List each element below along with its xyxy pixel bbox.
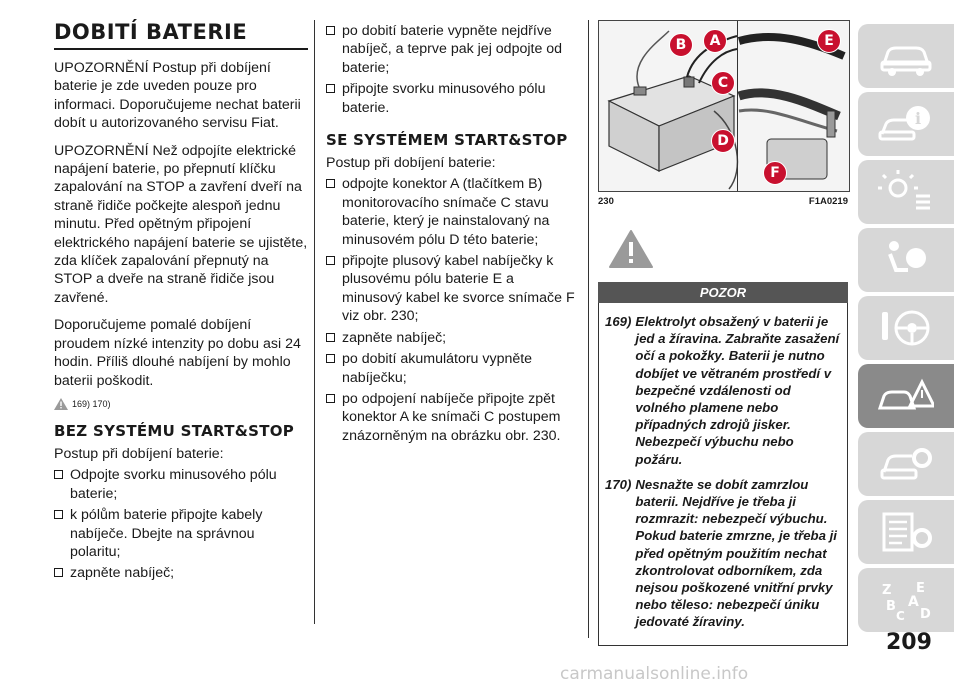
callout-b: B [669, 33, 693, 57]
nav-tab-index[interactable] [858, 568, 954, 632]
nav-tab-dashboard[interactable] [858, 160, 954, 224]
checkbox-bullet-icon [326, 256, 335, 265]
small-warning-icon [54, 398, 68, 410]
nav-tab-car[interactable] [858, 24, 954, 88]
nav-tab-emergency[interactable] [858, 364, 954, 428]
callout-e: E [817, 29, 841, 53]
dashboard-lights-icon [878, 170, 934, 214]
column-2 [326, 0, 576, 448]
car-icon [878, 34, 934, 78]
list-item: Odpojte svorku minusového pólu baterie; [54, 466, 308, 503]
maintenance-icon [878, 442, 934, 486]
alphabet-index-icon [878, 578, 934, 622]
list-item: odpojte konektor A (tlačítkem B) monitorovacího snímače C stavu baterie, který je nainstalovaný na minusovém pólu D této baterie; [326, 175, 576, 249]
page-title: DOBITÍ BATERIE [54, 20, 308, 50]
note-paragraph-1: UPOZORNĚNÍ Postup při dobíjení baterie je zde uveden pouze pro informaci. Doporučujeme nechat baterii dobít u autorizovaného servisu Fiat. [54, 60, 301, 132]
checkbox-bullet-icon [326, 333, 335, 342]
svg-text:i: i [914, 109, 922, 128]
warning-item-170: 170) Nesnažte se dobít zamrzlou baterii. Nejdříve je třeba ji rozmrazit: nebezpečí výbuchu. Pokud baterie zmrzne, je třeba ji před opětným použitím nechat zkontrolovat odborníkem, zda nejsou poškozené vnitřní prvky nebo těleso: nebezpečí úniku jedovaté žíraviny. [605, 476, 837, 630]
section1-steps [54, 466, 308, 582]
section-title-without-start-stop: BEZ SYSTÉMU START&STOP [54, 421, 295, 440]
section2-intro: Postup při dobíjení baterie: [326, 155, 496, 172]
nav-tab-safety[interactable] [858, 228, 954, 292]
callout-c: C [711, 71, 735, 95]
svg-text:D: D [920, 607, 931, 622]
list-item: po odpojení nabíječe připojte zpět konektor A ke snímači C postupem znázorněným na obrázku obr. 230. [326, 390, 576, 445]
svg-text:A: A [908, 594, 919, 610]
list-item: po dobití baterie vypněte nejdříve nabíječ, a teprve pak jej odpojte od baterie; [326, 22, 576, 77]
list-item: připojte plusový kabel nabíječky k plusovému pólu baterie E a minusový kabel ke svorce snímače F viz obr. 230; [326, 252, 576, 326]
warning-references [54, 398, 308, 410]
column-divider-2 [588, 20, 589, 638]
callout-d: D [711, 129, 735, 153]
checkbox-bullet-icon [326, 394, 335, 403]
specs-list-icon [878, 510, 934, 554]
checkbox-bullet-icon [54, 510, 63, 519]
callout-f: F [763, 161, 787, 185]
advice-paragraph: Doporučujeme pomalé dobíjení proudem nízké intenzity po dobu asi 24 hodin. Příliš dlouhé nabíjení by mohlo baterii poškodit. [54, 317, 301, 389]
warning-item-169: 169) Elektrolyt obsažený v baterii je jed a žíravina. Zabraňte zasažení očí a pokožky. Baterii je nutno dobíjet ve větraném prostředí v bezpečné vzdálenosti od volného plamene nebo případných zdrojů jisker. Nebezpečí výbuchu nebo požáru. [605, 314, 840, 467]
steering-wheel-icon [878, 306, 934, 350]
section2-steps [326, 175, 576, 445]
note-paragraph-2: UPOZORNĚNÍ Než odpojíte elektrické napájení baterie, po přepnutí klíčku zapalování na STOP a zavření dveří na straně řidiče počkejte alespoň jednu minutu. Před opětným připojení elektrického napájení baterie se ujistěte, zda klíček zapalování přepnutý na STOP a dveře na straně řidiče jsou zavřené. [54, 142, 308, 306]
airbag-icon [878, 238, 934, 282]
nav-tab-specs[interactable] [858, 500, 954, 564]
page-number: 209 [886, 630, 932, 655]
figure-number: 230 [598, 196, 614, 207]
list-item: zapněte nabíječ; [326, 329, 576, 347]
checkbox-bullet-icon [326, 354, 335, 363]
warning-header: POZOR [598, 282, 848, 303]
reference-numbers: 169) 170) [72, 398, 111, 409]
nav-tab-driving[interactable] [858, 296, 954, 360]
svg-text:Z: Z [882, 583, 892, 598]
svg-text:B: B [886, 599, 896, 614]
checkbox-bullet-icon [326, 179, 335, 188]
nav-tab-maintenance[interactable] [858, 432, 954, 496]
column-1 [54, 0, 308, 586]
checkbox-bullet-icon [54, 568, 63, 577]
list-item: připojte svorku minusového pólu baterie. [326, 80, 576, 117]
warning-box [598, 303, 848, 646]
figure-code: F1A0219 [808, 196, 848, 207]
info-car-icon [878, 102, 934, 146]
section-title-with-start-stop: SE SYSTÉMEM START&STOP [326, 131, 568, 150]
battery-figure [598, 20, 850, 192]
column-divider-1 [314, 20, 315, 624]
figure-divider [737, 21, 738, 191]
svg-text:C: C [896, 609, 905, 622]
list-item: po dobití akumulátoru vypněte nabíječku; [326, 350, 576, 387]
checkbox-bullet-icon [54, 470, 63, 479]
column-3 [598, 0, 848, 646]
checkbox-bullet-icon [326, 26, 335, 35]
svg-text:E: E [916, 581, 925, 596]
list-item: zapněte nabíječ; [54, 564, 308, 582]
continued-steps [326, 22, 576, 117]
figure-caption [598, 196, 848, 207]
checkbox-bullet-icon [326, 84, 335, 93]
warning-triangle-car-icon [878, 374, 934, 418]
list-item: k pólům baterie připojte kabely nabíječe. Dbejte na správnou polaritu; [54, 506, 308, 561]
callout-a: A [703, 29, 727, 53]
watermark: carmanualsonline.info [560, 664, 749, 684]
section1-intro: Postup při dobíjení baterie: [54, 445, 224, 462]
warning-icon [608, 229, 848, 274]
nav-tab-info[interactable] [858, 92, 954, 156]
